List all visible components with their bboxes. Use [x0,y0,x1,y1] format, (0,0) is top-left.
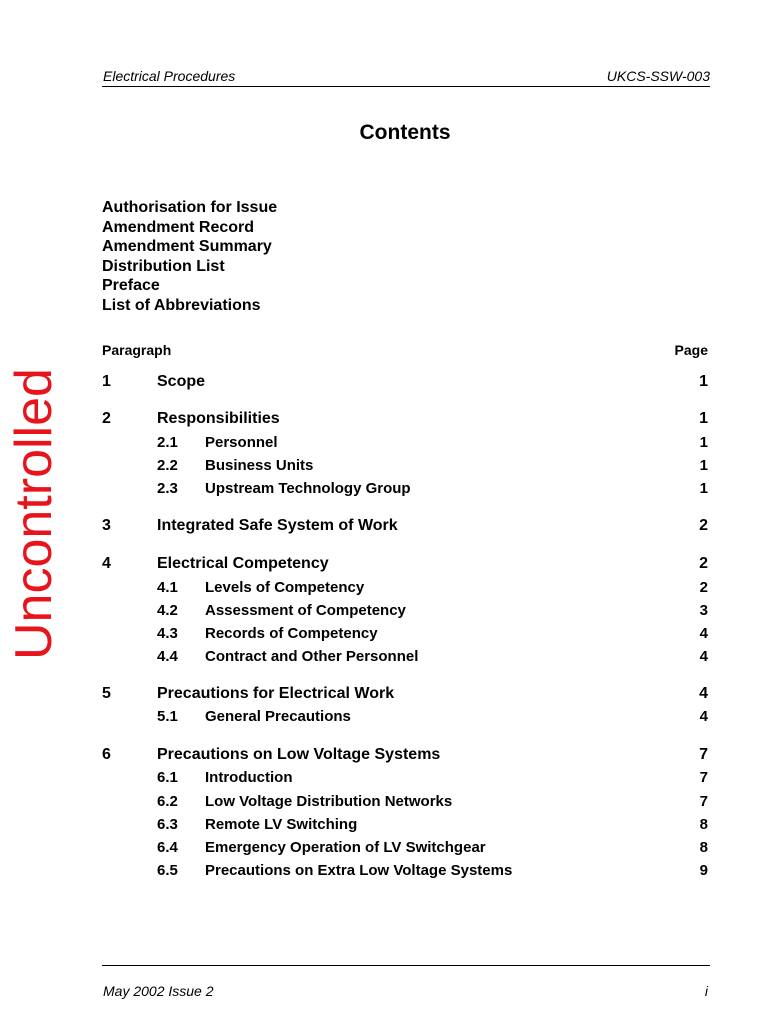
toc-number: 4.3 [157,625,178,642]
toc-label: Emergency Operation of LV Switchgear [205,839,486,856]
toc-subsection[interactable] [102,579,708,599]
toc-label: Records of Competency [205,625,378,642]
uncontrolled-stamp: Uncontrolled [5,368,63,660]
toc-section[interactable] [102,373,708,393]
front-matter-list [102,198,277,316]
page-footer [102,965,710,1006]
toc-label: Scope [157,373,206,390]
toc-page: 2 [699,517,708,534]
toc-subsection[interactable] [102,769,708,789]
toc-page: 2 [699,555,708,572]
toc-page: 4 [699,708,708,725]
toc-page: 1 [699,480,708,497]
toc-subsection[interactable] [102,839,708,859]
toc-subsection[interactable] [102,862,708,882]
toc-number: 2.3 [157,480,178,497]
page-header [102,66,710,87]
toc-page: 8 [699,816,708,833]
toc-number: 6.3 [157,816,178,833]
toc-label: Remote LV Switching [205,816,358,833]
toc-page: 8 [699,839,708,856]
toc-page: 4 [699,648,708,665]
toc-page: 1 [699,410,708,427]
toc-number: 6.5 [157,862,178,879]
toc-label: Introduction [205,769,293,786]
front-matter-item[interactable]: Distribution List [102,257,225,275]
toc-page: 4 [699,685,708,702]
front-matter-item[interactable]: Authorisation for Issue [102,199,278,216]
toc-subsection[interactable] [102,816,708,836]
toc-label: Business Units [205,457,314,474]
toc-section[interactable] [102,685,708,705]
toc-label: Low Voltage Distribution Networks [205,793,453,810]
toc-label: Contract and Other Personnel [205,648,419,665]
toc-label: Levels of Competency [205,579,365,596]
toc-number: 2 [102,410,111,427]
toc-page: 2 [699,579,708,596]
toc-subsection[interactable] [102,434,708,454]
toc-label: Responsibilities [157,410,280,427]
header-document-title: Electrical Procedures [103,68,236,84]
toc-label: Precautions on Extra Low Voltage Systems [205,862,513,879]
toc-label: Electrical Competency [157,555,329,572]
toc-page: 7 [699,769,708,786]
toc-label: Personnel [205,434,278,451]
toc-number: 4.2 [157,602,178,619]
toc-label: Precautions for Electrical Work [157,685,395,702]
toc-section[interactable] [102,517,708,537]
toc-section[interactable] [102,555,708,575]
toc-number: 4 [102,555,111,572]
toc-number: 5.1 [157,708,178,725]
toc-subsection[interactable] [102,480,708,500]
toc-subsection[interactable] [102,793,708,813]
toc-number: 2.2 [157,457,178,474]
toc-subsection[interactable] [102,625,708,645]
toc-page: 4 [699,625,708,642]
toc-page: 1 [699,457,708,474]
toc-label: General Precautions [205,708,351,725]
toc-number: 5 [102,685,111,702]
toc-subsection[interactable] [102,648,708,668]
toc-page: 3 [699,602,708,619]
header-document-code: UKCS-SSW-003 [606,68,710,84]
toc-subsection[interactable] [102,602,708,622]
toc-number: 3 [102,517,111,534]
toc-label: Assessment of Competency [205,602,406,619]
front-matter-item[interactable]: Preface [102,277,160,295]
toc-page: 1 [699,373,708,390]
toc-page: 1 [699,434,708,451]
toc-section[interactable] [102,410,708,430]
footer-page-number: i [704,983,708,999]
toc-number: 4.4 [157,648,178,665]
toc-label: Precautions on Low Voltage Systems [157,746,441,763]
toc-page: 9 [699,862,708,879]
page-column-header: Page [674,342,708,358]
toc-number: 6.1 [157,769,178,786]
toc-subsection[interactable] [102,457,708,477]
footer-issue-date: May 2002 Issue 2 [103,983,214,999]
page-title: Contents [359,121,451,144]
front-matter-item[interactable]: Amendment Summary [102,238,272,256]
paragraph-column-header: Paragraph [102,342,172,358]
front-matter-item[interactable]: List of Abbreviations [102,296,261,314]
toc-label: Integrated Safe System of Work [157,517,398,534]
front-matter-item[interactable]: Amendment Record [102,218,255,236]
toc-number: 6.2 [157,793,178,810]
toc-number: 6 [102,746,111,763]
toc-number: 4.1 [157,579,178,596]
toc-number: 2.1 [157,434,178,451]
toc-number: 1 [102,373,111,390]
toc-label: Upstream Technology Group [205,480,411,497]
toc-page: 7 [699,793,708,810]
toc-number: 6.4 [157,839,178,856]
toc-subsection[interactable] [102,708,708,728]
toc-page: 7 [699,746,708,763]
toc-section[interactable] [102,746,708,766]
